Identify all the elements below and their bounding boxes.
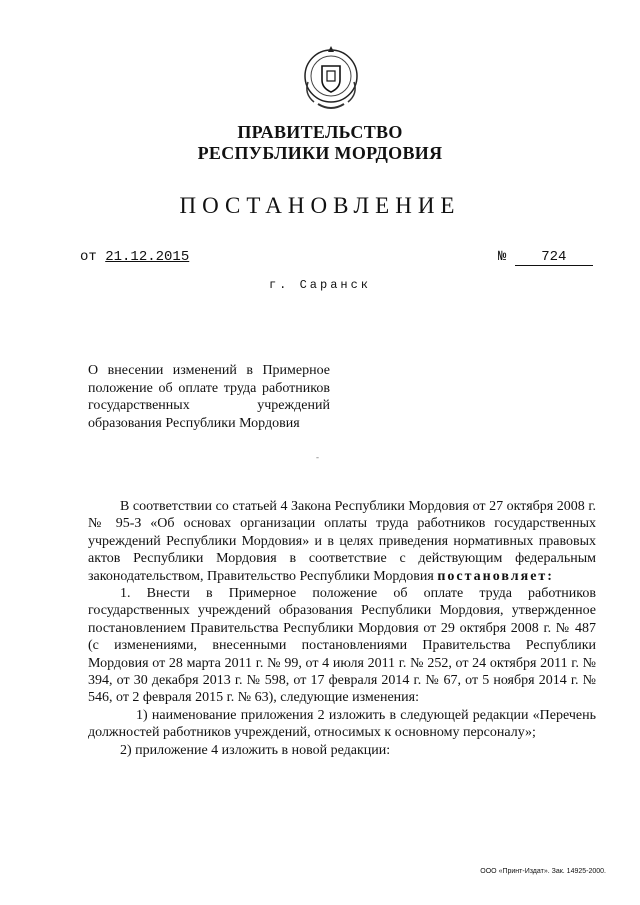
date-prefix: от: [80, 249, 97, 265]
scan-mark: -: [316, 452, 319, 462]
number-prefix: №: [498, 249, 507, 265]
subitem-1-paragraph: 1) наименование приложения 2 изложить в следующей редакции «Перечень должностей работников учреждений, относимых к основному персоналу»;: [88, 707, 596, 741]
org-name-line1: ПРАВИТЕЛЬСТВО: [237, 122, 403, 142]
preamble-text: В соответствии со статьей 4 Закона Республики Мордовия от 27 октября 2008 г. № 95-З «Об основах организации оплаты труда работников государственных учреждений Республики Мордовия» и в целях приведения нормативных правовых актов Республики Мордовия в соответствие с действующим федеральным законодательством, Правительство Республики Мордовия: [88, 499, 596, 584]
org-name-line2: РЕСПУБЛИКИ МОРДОВИЯ: [197, 143, 443, 163]
document-type-title: ПОСТАНОВЛЕНИЕ: [179, 193, 461, 218]
coat-of-arms-emblem: [300, 42, 362, 114]
decree-word: постановляет:: [437, 568, 554, 584]
preamble-paragraph: [88, 498, 596, 585]
document-number: [498, 249, 593, 266]
document-body: [88, 498, 596, 759]
document-date: [80, 249, 189, 265]
document-subject: О внесении изменений в Примерное положение об оплате труда работников государственных учреждений образования Республики Мордовия: [88, 363, 330, 431]
city-name: г. Саранск: [268, 278, 371, 292]
printer-imprint: ООО «Принт-Издат». Зак. 14925-2000.: [480, 868, 606, 875]
subitem-2-paragraph: 2) приложение 4 изложить в новой редакции:: [120, 742, 391, 758]
date-value: 21.12.2015: [105, 249, 190, 265]
item-1-paragraph: 1. Внести в Примерное положение об оплате труда работников государственных учреждений образования Республики Мордовия, утвержденное постановлением Правительства Республики Мордовия от 29 октября 2008 г. № 487 (с изменениями, внесенными постановлениями Правительства Республики Мордовия от 28 марта 2011 г. № 99, от 4 июля 2011 г. № 252, от 24 октября 2011 г. № 394, от 30 декабря 2013 г. № 598, от 17 февраля 2014 г. № 67, от 5 ноября 2014 г. № 546, от 2 февраля 2015 г. № 63), следующие изменения:: [88, 586, 596, 706]
number-value: 724: [515, 249, 593, 266]
